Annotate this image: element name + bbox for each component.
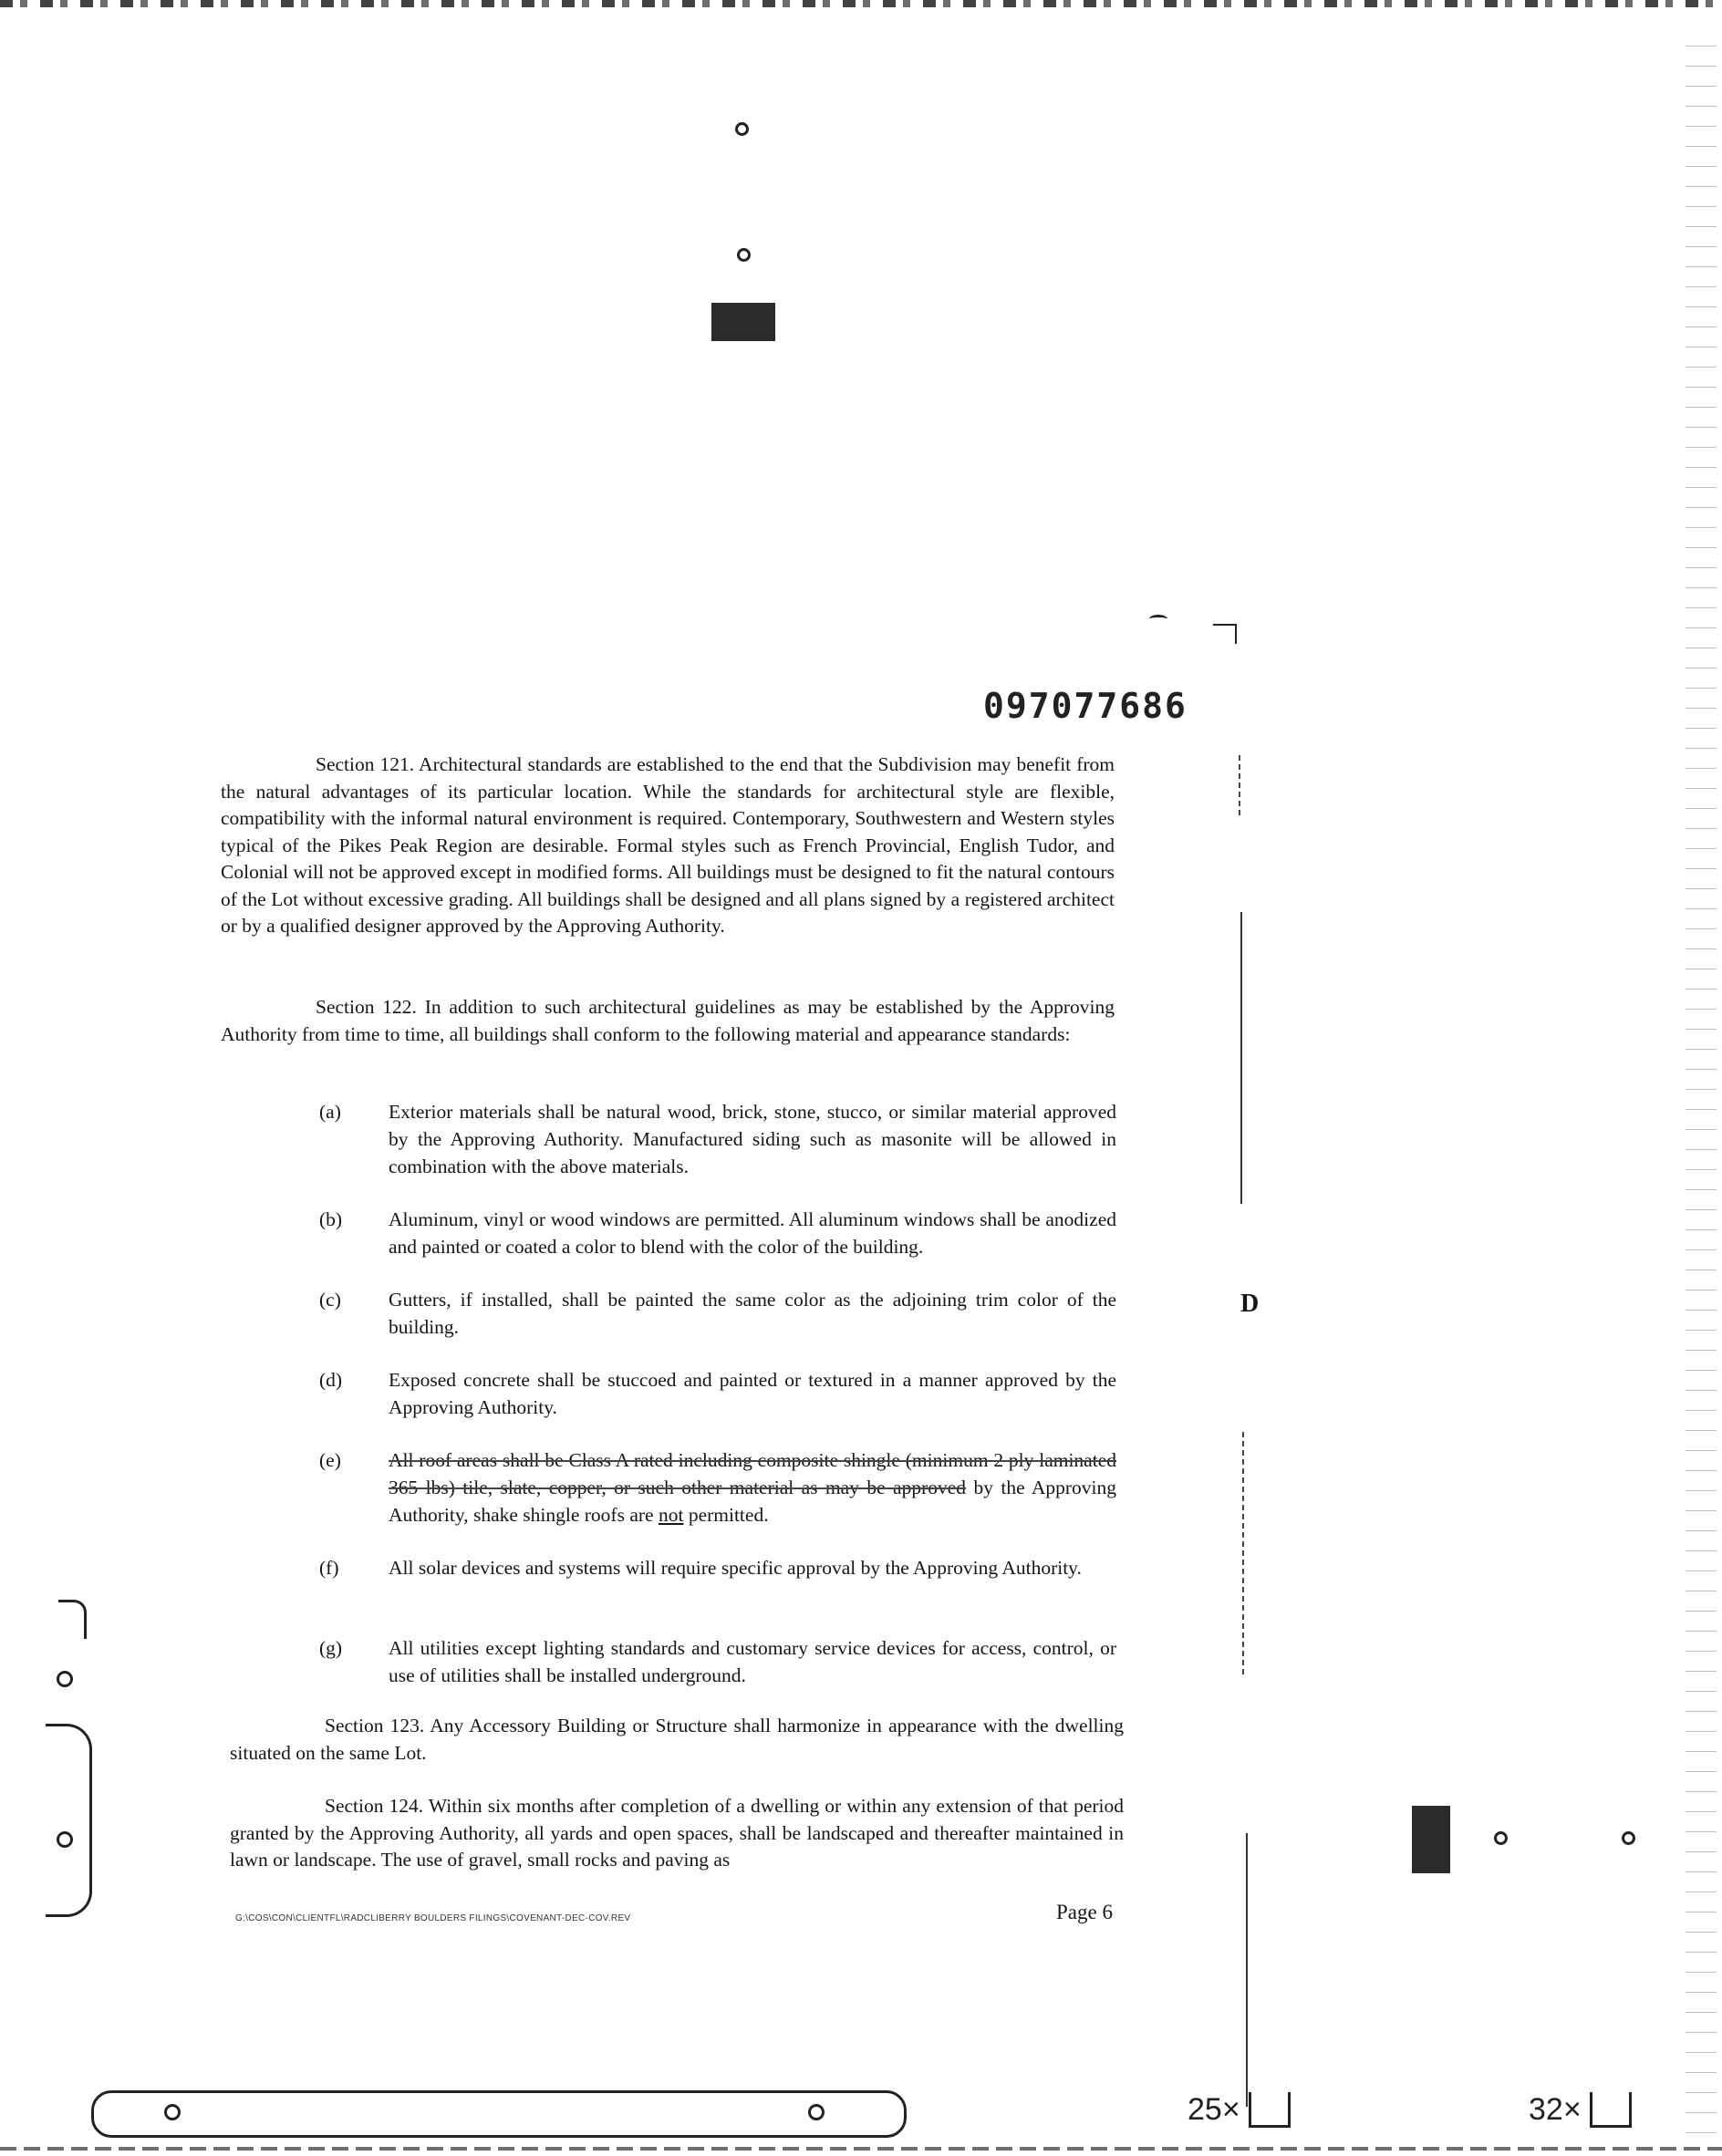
punch-hole [735, 122, 749, 136]
stamp-mark [711, 303, 775, 341]
punch-hole [1622, 1831, 1635, 1845]
punch-hole [808, 2104, 825, 2120]
section-121 [221, 751, 1115, 940]
item-label: (c) [319, 1289, 341, 1311]
list-item [319, 1366, 1116, 1421]
punch-hole [737, 248, 751, 262]
list-item [319, 1554, 1116, 1581]
scan-edge-bottom [0, 2147, 1722, 2151]
margin-rule [1242, 1432, 1244, 1678]
document-number: 097077686 [983, 686, 1188, 726]
magnification-label [1188, 2092, 1291, 2128]
scan-glyph [1590, 2092, 1632, 2128]
item-text: Exterior materials shall be natural wood, brick, stone, stucco, or similar material approved by the Approving Authority. Manufactured siding such as masonite will be allowed in combination with the above materials. [389, 1101, 1116, 1177]
item-text-before: by the Approving Authority, shake shingle roofs are [389, 1477, 1117, 1526]
margin-rule [1239, 755, 1240, 819]
item-label: (b) [319, 1208, 343, 1230]
scan-mark [1213, 624, 1237, 644]
magnification-text: 25× [1188, 2092, 1240, 2127]
section-121-text: Section 121. Architectural standards are established to the end that the Subdivision may benefit from the natural advantages of its particular location. While the standards for architectural style are flexible, compatibility with the informal natural environment is required. Contemporary, Southwestern and Western styles typical of the Pikes Peak Region are desirable. Formal styles such as French Provincial, English Tudor, and Colonial will not be approved except in modified forms. All buildings must be designed to fit the natural contours of the Lot without excessive grading. All buildings shall be designed and all plans signed by a registered architect or by a qualified designer approved by the Approving Authority. [221, 753, 1115, 937]
scan-mark [58, 1600, 87, 1639]
section-122 [221, 994, 1115, 1048]
margin-rule [1246, 1833, 1248, 2107]
scan-mark [1149, 615, 1167, 623]
item-text: All solar devices and systems will require specific approval by the Approving Authority. [389, 1557, 1082, 1579]
punch-hole [57, 1671, 73, 1687]
margin-rule [1240, 912, 1242, 1204]
scan-strip-right [1686, 36, 1717, 2134]
item-label: (f) [319, 1557, 339, 1579]
section-124-text: Section 124. Within six months after completion of a dwelling or within any extension of that period granted by the Approving Authority, all yards and open spaces, shall be landscaped and thereafter maintained in lawn or landscape. The use of gravel, small rocks and paving as [230, 1795, 1124, 1871]
magnification-text: 32× [1529, 2092, 1582, 2127]
item-label: (e) [319, 1449, 341, 1471]
item-text: Aluminum, vinyl or wood windows are permitted. All aluminum windows shall be anodized and painted or coated a color to blend with the color of the building. [389, 1208, 1116, 1258]
section-123 [230, 1713, 1124, 1767]
page-number: Page 6 [1056, 1901, 1113, 1923]
item-label: (g) [319, 1637, 343, 1659]
item-text: All utilities except lighting standards and customary service devices for access, control, or use of utilities shall be installed underground. [389, 1637, 1116, 1686]
item-text: Exposed concrete shall be stuccoed and painted or textured in a manner approved by the Approving Authority. [389, 1369, 1116, 1418]
scan-glyph [1249, 2092, 1291, 2128]
item-text: Gutters, if installed, shall be painted the same color as the adjoining trim color of the building. [389, 1289, 1116, 1338]
footer-file-path: G:\COS\CON\CLIENTFL\RADCLIBERRY BOULDERS FILINGS\COVENANT-DEC-COV.REV [235, 1913, 631, 1923]
section-124 [230, 1793, 1124, 1874]
list-item [319, 1206, 1116, 1260]
section-123-text: Section 123. Any Accessory Building or Structure shall harmonize in appearance with the dwelling situated on the same Lot. [230, 1715, 1124, 1764]
item-label: (d) [319, 1369, 343, 1391]
item-text-after: permitted. [683, 1504, 769, 1526]
list-item [319, 1446, 1116, 1529]
punch-hole [164, 2104, 181, 2120]
scan-edge-top [0, 0, 1722, 7]
magnification-label [1529, 2092, 1632, 2128]
section-122-text: Section 122. In addition to such architectural guidelines as may be established by the Approving Authority from time to time, all buildings shall conform to the following material and appearance standards: [221, 996, 1115, 1045]
item-label: (a) [319, 1101, 341, 1123]
margin-mark: D [1240, 1290, 1260, 1318]
punch-hole [1494, 1831, 1508, 1845]
struck-text: All roof areas shall be Class A rated including composite shingle (minimum 2 ply laminated 365 lbs) tile, slate, copper, or such other material as may be approved [389, 1449, 1116, 1498]
list-item [319, 1286, 1116, 1341]
list-item [319, 1098, 1116, 1180]
scan-bracket [46, 1724, 92, 1917]
scan-mark [1412, 1806, 1450, 1873]
item-text [389, 1446, 1116, 1529]
list-item [319, 1634, 1116, 1689]
underlined-word: not [658, 1504, 684, 1526]
scan-bottom-bar [91, 2090, 907, 2138]
